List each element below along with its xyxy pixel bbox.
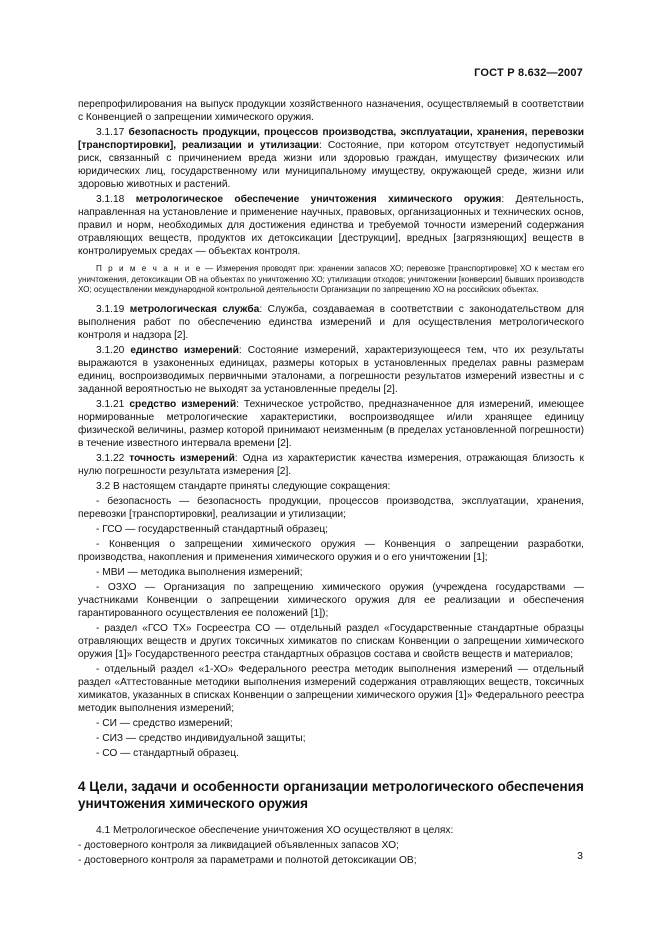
abbreviation-item: - безопасность — безопасность продукции, процессов производства, эксплуатации, хранения, перевозки [транспортировки], реализации и утилизации; (78, 495, 584, 520)
abbreviation-item: - СИ — средство измерений; (96, 717, 233, 729)
term-definition: : Одна из характеристик качества измерения, отражающая близость к нулю погрешности результата измерения [2]. (78, 452, 584, 477)
term-number: 3.1.19 (96, 303, 125, 315)
term-definition: : Состояние, при котором отсутствует недопустимый риск, связанный с причинением вреда жизни или здоровью граждан, имуществу физических или юридических лиц, государственному или муниципальному имуществу, окружающей среде, жизни или здоровью животных и растений. (78, 140, 585, 190)
term-number: 3.1.20 (96, 344, 125, 356)
page-content (78, 98, 584, 869)
term-number: 3.1.18 (96, 194, 125, 205)
clause-3-2: 3.2 В настоящем стандарте приняты следующие сокращения: (96, 480, 391, 492)
term-title: единство измерений (130, 344, 239, 356)
term-title: метрологическое обеспечение уничтожения химического оружия (135, 194, 502, 205)
abbreviation-list (78, 495, 584, 760)
note-label: П р и м е ч а н и е (96, 264, 202, 273)
term-title: безопасность продукции, процессов производства, эксплуатации, хранения, перевозки [транспортировки], реализации и утилизации (78, 127, 584, 151)
term-definition: : Состояние измерений, характеризующееся тем, что их результаты выражаются в узаконенных единицах, размеры которых в установленных пределах равны размерам единиц, воспроизводимых первичными эталонами, а погрешности результатов измерений известны и с заданной вероятностью не выходят за установленные пределы [2]. (78, 344, 584, 395)
term-definition: : Техническое устройство, предназначенное для измерений, имеющее нормированные метрологические характеристики, воспроизводящее и/или хранящее единицу физической величины, размер которой принимают неизменным (в пределах установленной погрешности) в течение известного интервала времени [2]. (78, 398, 584, 449)
term-definition: : Деятельность, направленная на установление и применение научных, правовых, организационных и технических основ, правил и норм, необходимых для достижения единства и требуемой точности измерений содержания отравляющих веществ, продуктов их детоксикации [деструкции], вредных [загрязняющих] веществ в контролируемых средах — объектах контроля. (78, 194, 584, 257)
abbreviation-item: - ОЗХО — Организация по запрещению химического оружия (учреждена государствами — участниками Конвенции о запрещении химического оружия для ее реализации и обеспечения гарантированного осуществления ее положений [1]); (78, 581, 584, 619)
term-3-1-22 (78, 452, 584, 478)
goal-item: - достоверного контроля за ликвидацией объявленных запасов ХО; (78, 839, 399, 851)
document-header: ГОСТ Р 8.632—2007 (474, 67, 583, 79)
term-number: 3.1.21 (96, 398, 125, 410)
term-3-1-18 (78, 193, 584, 258)
term-3-1-20 (78, 344, 584, 396)
paragraph-continuation: перепрофилирования на выпуск продукции хозяйственного назначения, осуществляемый в соответствии с Конвенцией о запрещении химического оружия. (78, 99, 584, 123)
note (78, 264, 584, 296)
page-number: 3 (577, 850, 583, 862)
section-4-title: 4 Цели, задачи и особенности организации метрологического обеспечения уничтожения химического оружия (78, 778, 584, 811)
term-3-1-17 (78, 126, 584, 191)
abbreviation-item: - СО — стандартный образец. (96, 747, 239, 759)
abbreviation-item: - ГСО — государственный стандартный образец; (96, 523, 329, 535)
abbreviation-item: - отдельный раздел «1-ХО» Федерального реестра методик выполнения измерений — отдельный раздел «Аттестованные методики выполнения измерений содержания отравляющих веществ, токсичных химикатов, указанных в списках Конвенции о запрещении химического оружия [1]» Федерального реестра методик выполнения измерений; (78, 663, 584, 714)
term-title: средство измерений (129, 398, 237, 410)
term-3-1-19 (78, 303, 584, 342)
term-number: 3.1.22 (96, 452, 125, 464)
term-title: метрологическая служба (129, 303, 260, 315)
note-text: — Измерения проводят при: хранении запасов ХО; перевозке [транспортировке] ХО к местам его уничтожения, детоксикации ОВ на объектах по уничтожению ХО; утилизации отходов; уничтожении [конверсии] бывших производств ХО; осуществлении международной контрольной деятельности Организации по запрещению ХО на российских объектах. (78, 264, 584, 294)
goal-item: - достоверного контроля за параметрами и полнотой детоксикации ОВ; (78, 854, 417, 866)
abbreviation-item: - Конвенция о запрещении химического оружия — Конвенция о запрещении разработки, производства, накопления и применения химического оружия и о его уничтожении [1]; (78, 538, 584, 563)
term-3-1-21 (78, 398, 584, 450)
term-title: точность измерений (129, 452, 235, 464)
abbreviation-item: - раздел «ГСО ТХ» Госреестра СО — отдельный раздел «Государственные стандартные образцы отравляющих веществ и других токсичных химикатов по спискам Конвенции о запрещении химического оружия [1]» Государственного реестра стандартных образцов состава и свойств веществ и материалов; (78, 622, 584, 660)
abbreviation-item: - СИЗ — средство индивидуальной защиты; (96, 732, 306, 744)
term-number: 3.1.17 (96, 127, 125, 138)
clause-4-1: 4.1 Метрологическое обеспечение уничтожения ХО осуществляют в целях: (96, 824, 454, 836)
abbreviation-item: - МВИ — методика выполнения измерений; (96, 566, 303, 578)
term-definition: : Служба, создаваемая в соответствии с законодательством для выполнения работ по обеспечению единства измерений и для осуществления метрологического контроля и надзора [2]. (78, 303, 584, 341)
